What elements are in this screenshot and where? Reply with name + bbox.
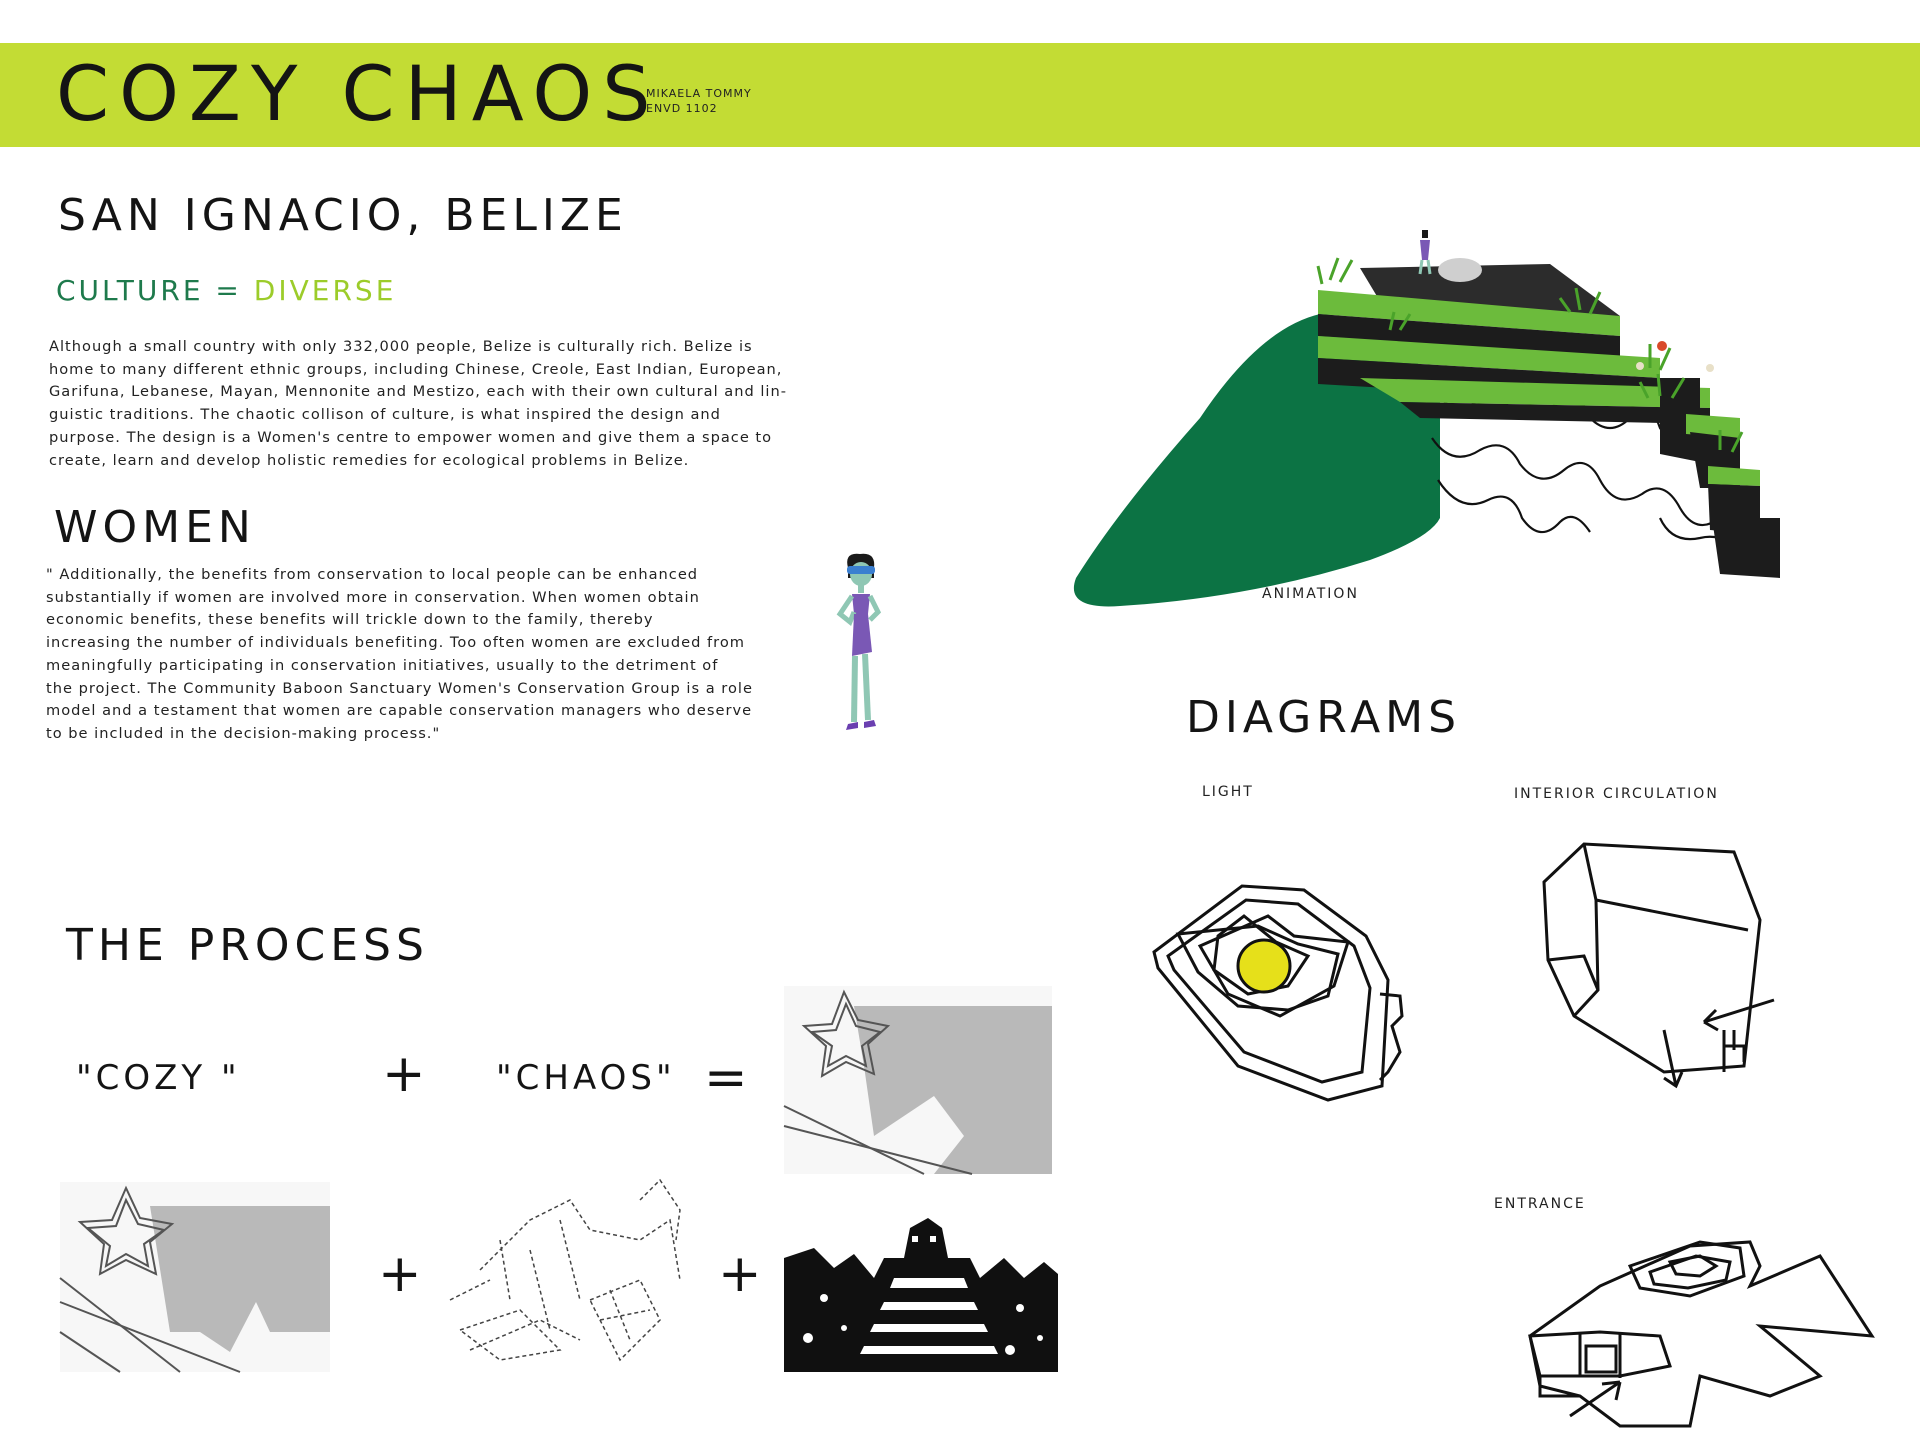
star-sketch-collage (60, 1182, 330, 1372)
term-cozy: "COZY " (76, 1058, 241, 1098)
diagram-caption-circulation: INTERIOR CIRCULATION (1514, 786, 1719, 802)
location-heading: SAN IGNACIO, BELIZE (58, 190, 628, 241)
quote-line: to be included in the decision-making process." (46, 724, 441, 742)
plus-sign-row1: + (382, 1044, 426, 1104)
star-sketch-collage (784, 986, 1052, 1174)
course-code: ENVD 1102 (646, 102, 718, 115)
paragraph-line: purpose. The design is a Women's centre to empower women and give them a space to (49, 428, 773, 446)
quote-line: meaningfully participating in conservation initiatives, usually to the detriment of (46, 656, 719, 674)
quote-line: increasing the number of individuals benefiting. Too often women are excluded from (46, 634, 745, 652)
equals-sign: = (704, 1048, 748, 1108)
diagrams-heading: DIAGRAMS (1186, 692, 1462, 743)
culture-value: DIVERSE (253, 274, 397, 307)
paragraph-line: Garifuna, Lebanese, Mayan, Mennonite and Mestizo, each with their own cultural and lin- (49, 383, 787, 401)
paragraph-line: home to many different ethnic groups, including Chinese, Creole, East Indian, European, (49, 360, 783, 378)
scattered-line-sketch (440, 1180, 690, 1372)
mayan-temple-silhouette (784, 1218, 1058, 1372)
page-title: COZY CHAOS (56, 49, 661, 138)
quote-line: the project. The Community Baboon Sanctuary Women's Conservation Group is a role (46, 679, 753, 697)
paragraph-line: Although a small country with only 332,000 people, Belize is culturally rich. Belize is (49, 338, 753, 355)
culture-line (56, 274, 396, 307)
terraced-building-render (1060, 218, 1820, 618)
diagram-caption-entrance: ENTRANCE (1494, 1196, 1586, 1212)
light-diagram (1148, 876, 1430, 1112)
plus-sign-row2-a: + (378, 1244, 422, 1304)
quote-line: " Additionally, the benefits from conservation to local people can be enhanced (46, 566, 699, 583)
paragraph-line: guistic traditions. The chaotic collison of culture, is what inspired the design and (49, 406, 721, 424)
culture-label: CULTURE = (56, 274, 254, 307)
paragraph-line: create, learn and develop holistic remedies for ecological problems in Belize. (49, 451, 690, 469)
entrance-diagram (1520, 1226, 1880, 1426)
circulation-diagram (1534, 840, 1774, 1102)
animation-caption: ANIMATION (1262, 586, 1359, 602)
plus-sign-row2-b: + (718, 1244, 762, 1304)
quote-line: model and a testament that women are capable conservation managers who deserve (46, 702, 753, 720)
women-quote (46, 564, 806, 746)
woman-figure-illustration (830, 552, 892, 744)
quote-line: economic benefits, these benefits will trickle down to the family, thereby (46, 611, 654, 629)
process-heading: THE PROCESS (66, 920, 429, 971)
location-paragraph (49, 336, 829, 472)
quote-line: substantially if women are involved more in conservation. When women obtain (46, 588, 700, 606)
author-name: MIKAELA TOMMY (646, 87, 752, 100)
author-block (646, 86, 752, 116)
term-chaos: "CHAOS" (496, 1058, 676, 1098)
diagram-caption-light: LIGHT (1202, 784, 1254, 800)
women-heading: WOMEN (54, 502, 256, 553)
